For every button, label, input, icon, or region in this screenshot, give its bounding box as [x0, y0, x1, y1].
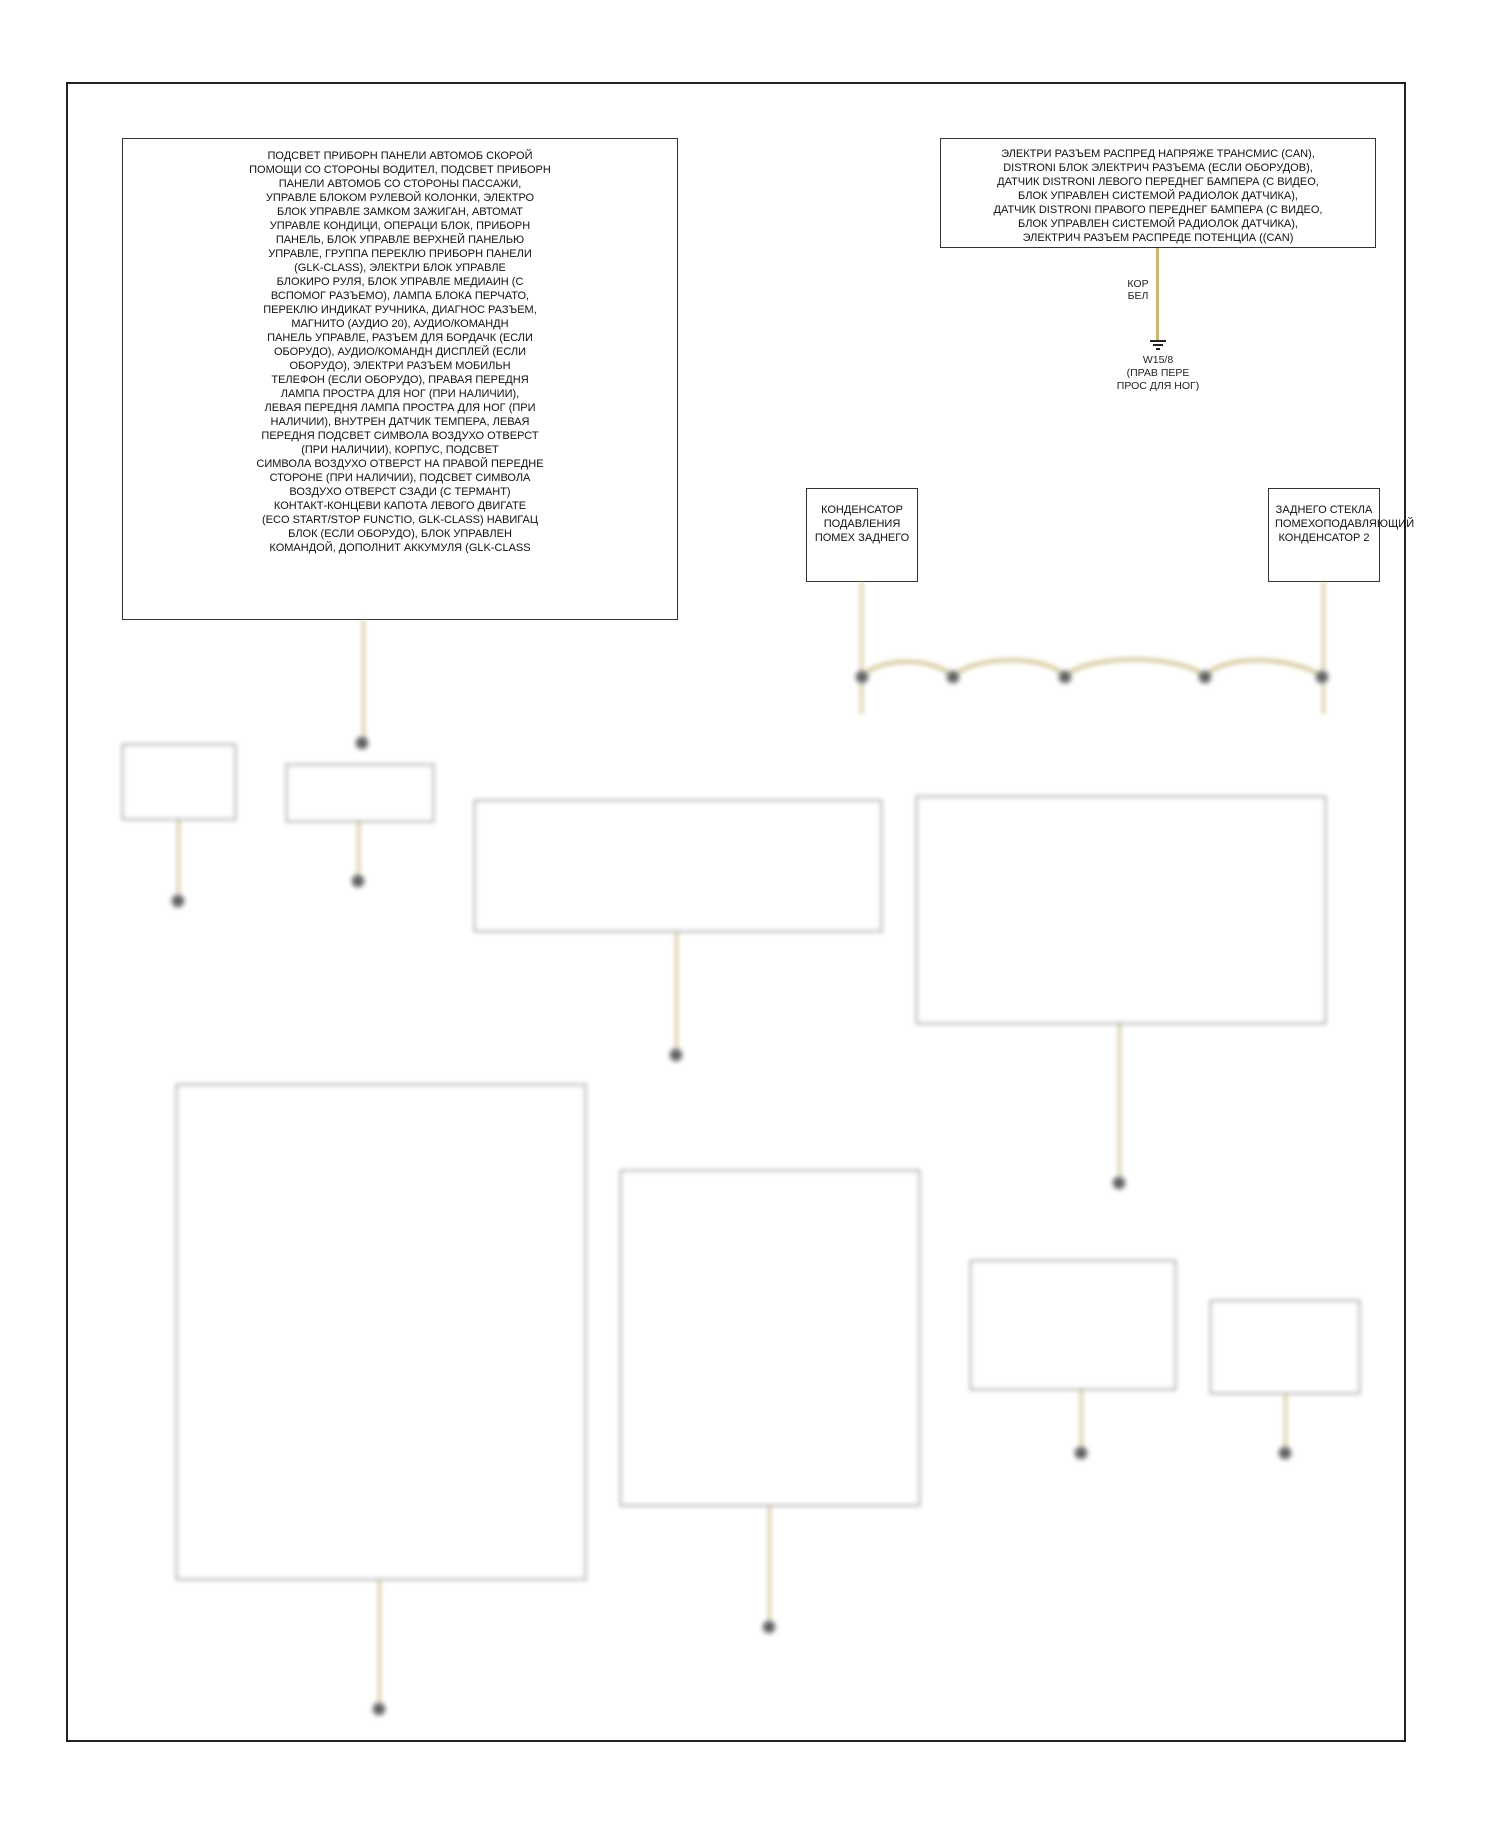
component-box-line: ЗАДНЕГО СТЕКЛА: [1275, 504, 1373, 516]
ground-label-line: (ПРАВ ПЕРЕ: [1126, 367, 1190, 379]
component-box-line: (ECO START/STOP FUNCTIO, GLK-CLASS) НАВИГАЦ: [262, 514, 538, 526]
component-box-line: ПОДСВЕТ ПРИБОРН ПАНЕЛИ АВТОМОБ СКОРОЙ: [267, 150, 533, 162]
component-box-line: ОБОРУДО), ЭЛЕКТРИ РАЗЪЕМ МОБИЛЬН: [289, 360, 511, 372]
component-box-line: НАЛИЧИИ), ВНУТРЕН ДАТЧИК ТЕМПЕРА, ЛЕВАЯ: [270, 416, 530, 428]
component-box-line: ПОМЕХ ЗАДНЕГО: [814, 532, 910, 544]
component-box-line: ПАНЕЛИ АВТОМОБ СО СТОРОНЫ ПАССАЖИ,: [278, 178, 522, 190]
component-box-line: ЛАМПА ПРОСТРА ДЛЯ НОГ (ПРИ НАЛИЧИИ),: [280, 388, 520, 400]
ground-symbol-icon: [1148, 338, 1168, 352]
component-box-line: ПОМЕХОПОДАВЛЯЮЩИЙ: [1275, 518, 1415, 530]
component-box-line: ПАНЕЛЬ, БЛОК УПРАВЛЕ ВЕРХНЕЙ ПАНЕЛЬЮ: [275, 234, 525, 246]
ground-point-label: [1103, 354, 1213, 393]
component-box-line: ЭЛЕКТРИ РАЗЪЕМ РАСПРЕД НАПРЯЖЕ ТРАНСМИС (CAN),: [1001, 148, 1315, 160]
component-box-line: БЛОК УПРАВЛЕ ЗАМКОМ ЗАЖИГАН, АВТОМАТ: [276, 206, 524, 218]
component-box-line: БЛОК (ЕСЛИ ОБОРУДО), БЛОК УПРАВЛЕН: [288, 528, 512, 540]
component-box-line: УПРАВЛЕ КОНДИЦИ, ОПЕРАЦИ БЛОК, ПРИБОРН: [269, 220, 531, 232]
component-box-line: СТОРОНЕ (ПРИ НАЛИЧИИ), ПОДСВЕТ СИМВОЛА: [269, 472, 531, 484]
component-box-line: (GLK-CLASS), ЭЛЕКТРИ БЛОК УПРАВЛЕ: [294, 262, 506, 274]
component-box-line: ОБОРУДО), АУДИО/КОМАНДН ДИСПЛЕЙ (ЕСЛИ: [273, 346, 527, 358]
component-box-rear-suppression-capacitor: [806, 488, 918, 582]
component-box-line: КОНДЕНСАТОР: [821, 504, 903, 516]
component-box-line: ДАТЧИК DISTRONI ПРАВОГО ПЕРЕДНЕГ БАМПЕРА (С ВИДЕО,: [993, 204, 1323, 216]
component-box-line: КОНДЕНСАТОР 2: [1278, 532, 1370, 544]
component-box-line: ТЕЛЕФОН (ЕСЛИ ОБОРУДО), ПРАВАЯ ПЕРЕДНЯ: [271, 374, 529, 386]
ground-label-line: ПРОС ДЛЯ НОГ): [1116, 380, 1200, 392]
component-box-line: СИМВОЛА ВОЗДУХО ОТВЕРСТ НА ПРАВОЙ ПЕРЕДНЕ: [256, 458, 544, 470]
component-box-line: ПАНЕЛЬ УПРАВЛЕ, РАЗЪЕМ ДЛЯ БОРДАЧК (ЕСЛИ: [267, 332, 533, 344]
component-box-line: ПОМОЩИ СО СТОРОНЫ ВОДИТЕЛ, ПОДСВЕТ ПРИБОРН: [249, 164, 551, 176]
component-box-line: УПРАВЛЕ, ГРУППА ПЕРЕКЛЮ ПРИБОРН ПАНЕЛИ: [268, 248, 532, 260]
component-box-line: DISTRONI БЛОК ЭЛЕКТРИЧ РАЗЪЕМА (ЕСЛИ ОБОРУДОВ),: [1003, 162, 1313, 174]
component-box-line: БЛОК УПРАВЛЕН СИСТЕМОЙ РАДИОЛОК ДАТЧИКА),: [1018, 218, 1298, 230]
component-box-line: МАГНИТО (АУДИО 20), АУДИО/КОМАНДН: [291, 318, 509, 330]
component-box-line: БЛОКИРО РУЛЯ, БЛОК УПРАВЛЕ МЕДИАИН (С: [276, 276, 524, 288]
component-box-line: ВОЗДУХО ОТВЕРСТ СЗАДИ (С ТЕРМАНТ): [289, 486, 511, 498]
component-box-rear-window-capacitor-2: [1268, 488, 1415, 582]
component-box-line: ДАТЧИК DISTRONI ЛЕВОГО ПЕРЕДНЕГ БАМПЕРА (С ВИДЕО,: [997, 176, 1319, 188]
component-box-line: ПЕРЕДНЯ ПОДСВЕТ СИМВОЛА ВОЗДУХО ОТВЕРСТ: [261, 430, 539, 442]
component-box-can-distribution: [940, 138, 1376, 248]
component-box-line: УПРАВЛЕ БЛОКОМ РУЛЕВОЙ КОЛОНКИ, ЭЛЕКТРО: [265, 192, 535, 204]
wire-color-line: КОР: [1127, 278, 1149, 290]
component-box-line: ЛЕВАЯ ПЕРЕДНЯ ЛАМПА ПРОСТРА ДЛЯ НОГ (ПРИ: [264, 402, 536, 414]
component-box-instrument-panel-lighting: [122, 138, 678, 620]
component-box-line: КОНТАКТ-КОНЦЕВИ КАПОТА ЛЕВОГО ДВИГАТЕ: [273, 500, 527, 512]
component-box-line: (ПРИ НАЛИЧИИ), КОРПУС, ПОДСВЕТ: [301, 444, 499, 456]
component-box-line: КОМАНДОЙ, ДОПОЛНИТ АККУМУЛЯ (GLK-CLASS: [269, 542, 531, 554]
component-box-line: ПОДАВЛЕНИЯ: [823, 518, 901, 530]
wire-color-line: БЕЛ: [1127, 290, 1149, 302]
component-box-line: БЛОК УПРАВЛЕН СИСТЕМОЙ РАДИОЛОК ДАТЧИКА),: [1018, 190, 1298, 202]
component-box-line: ЭЛЕКТРИЧ РАЗЪЕМ РАСПРЕДЕ ПОТЕНЦИА ((CAN): [1022, 232, 1294, 244]
wire-color-label: [1118, 278, 1158, 302]
component-box-line: ПЕРЕКЛЮ ИНДИКАТ РУЧНИКА, ДИАГНОС РАЗЪЕМ,: [263, 304, 537, 316]
component-box-line: ВСПОМОГ РАЗЪЕМО), ЛАМПА БЛОКА ПЕРЧАТО,: [270, 290, 530, 302]
ground-label-line: W15/8: [1142, 354, 1174, 366]
